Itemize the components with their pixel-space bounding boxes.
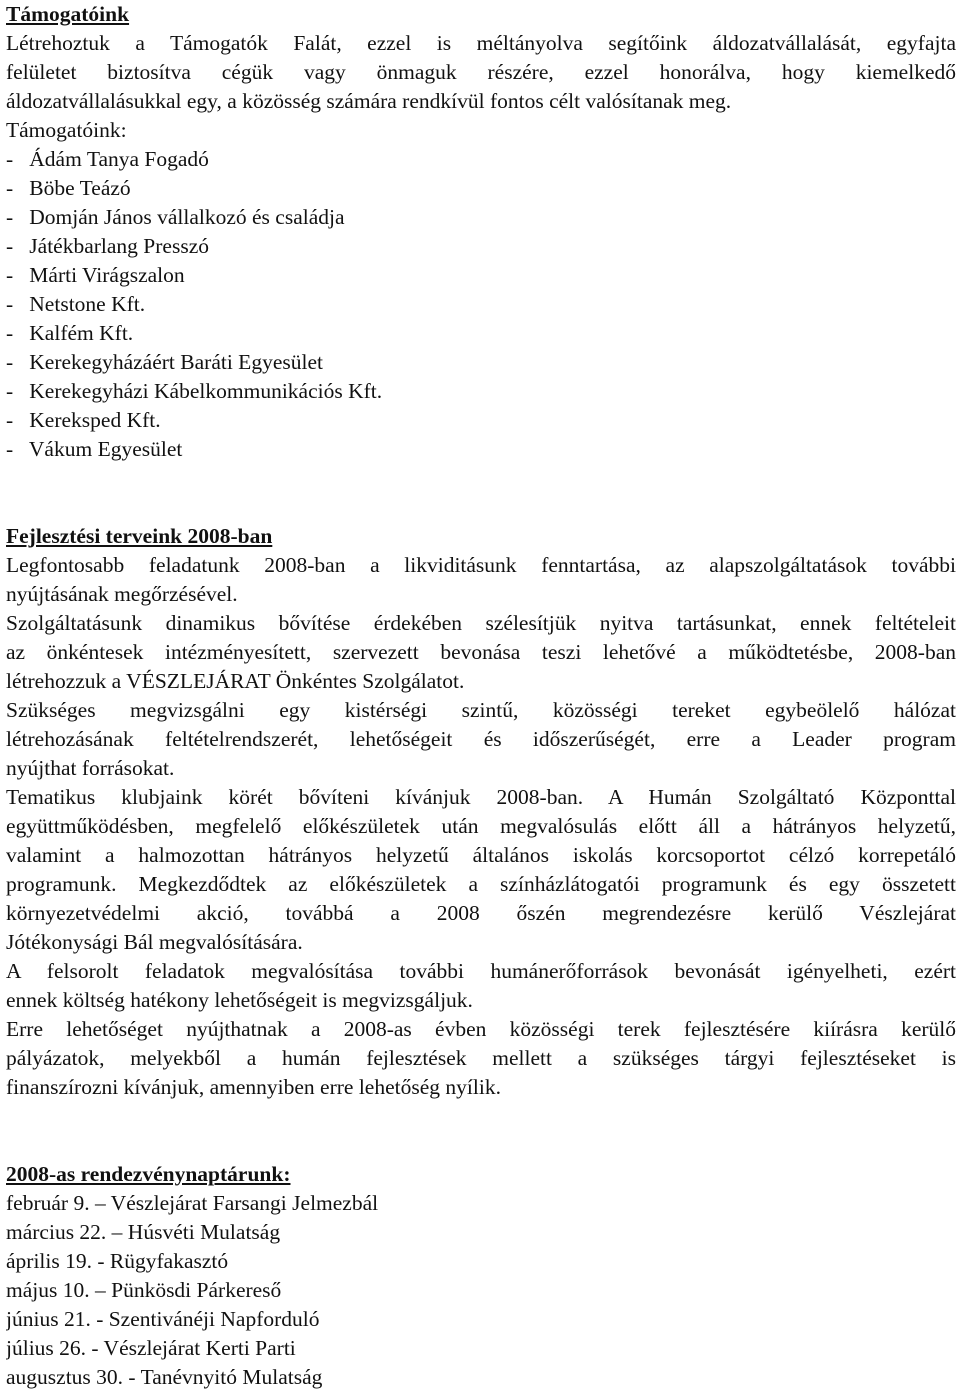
plans-paragraph-line: finanszírozni kívánjuk, amennyiben erre lehetőség nyílik. [6,1075,501,1099]
plans-paragraph-line: A felsorolt feladatok megvalósítása további humánerőforrások bevonását igényelheti, ezért [6,959,956,983]
plans-paragraph-line: nyújtásának megőrzésével. [6,582,238,606]
plans-paragraph-line: Szükséges megvizsgálni egy kistérségi szintű, közösségi tereket egybeölelő hálózat [6,698,956,722]
calendar-event: február 9. – Vészlejárat Farsangi Jelmezbál [6,1191,379,1215]
sponsors-intro-line: áldozatvállalásukkal egy, a közösség számára rendkívül fontos célt valósítanak meg. [6,89,732,113]
calendar-event: március 22. – Húsvéti Mulatság [6,1220,281,1244]
plans-paragraph-line: Szolgáltatásunk dinamikus bővítése érdekében szélesítjük nyitva tartásunkat, ennek feltételeit [6,611,956,635]
plans-paragraph-line: Jótékonysági Bál megvalósítására. [6,930,303,954]
plans-paragraph-line: valamint a halmozottan hátrányos helyzetű általános iskolás korcsoportot célzó korrepetáló [6,843,956,867]
sponsor-list-item: - Böbe Teázó [6,176,131,200]
plans-paragraph-line: Legfontosabb feladatunk 2008-ban a likviditásunk fenntartása, az alapszolgáltatások további [6,553,956,577]
sponsor-list-item: - Márti Virágszalon [6,263,185,287]
calendar-event: április 19. - Rügyfakasztó [6,1249,229,1273]
sponsor-list-item: - Ádám Tanya Fogadó [6,147,209,171]
plans-paragraph-line: ennek költség hatékony lehetőségeit is megvizsgáljuk. [6,988,473,1012]
section-spacer [6,1102,956,1160]
calendar-event: június 21. - Szentivánéji Napforduló [6,1307,320,1331]
calendar-heading: 2008-as rendezvénynaptárunk: [6,1162,291,1186]
sponsors-intro-line: Létrehoztuk a Támogatók Falát, ezzel is méltányolva segítőink áldozatvállalását, egyfajta [6,31,956,55]
sponsors-heading: Támogatóink [6,2,130,26]
document-page [6,0,956,1392]
plans-heading: Fejlesztési terveink 2008-ban [6,524,273,548]
sponsor-list-item: - Kereksped Kft. [6,408,161,432]
plans-paragraph-line: együttműködésben, megfelelő előkészületek után megvalósulás előtt áll a hátrányos helyzetű, [6,814,956,838]
sponsor-list-item: - Vákum Egyesület [6,437,183,461]
sponsors-intro-line: felületet biztosítva cégük vagy önmaguk részére, ezzel honorálva, hogy kiemelkedő [6,60,956,84]
section-spacer [6,464,956,522]
sponsor-list-item: - Kerekegyházi Kábelkommunikációs Kft. [6,379,383,403]
plans-paragraph-line: pályázatok, melyekből a humán fejlesztések mellett a szükséges tárgyi fejlesztéseket is [6,1046,956,1070]
plans-paragraph-line: környezetvédelmi akció, továbbá a 2008 őszén megrendezésre kerülő Vészlejárat [6,901,956,925]
calendar-event: július 26. - Vészlejárat Kerti Parti [6,1336,296,1360]
plans-paragraph-line: az önkéntesek intézményesített, szervezett bevonása teszi lehetővé a működtetésbe, 2008-ban [6,640,956,664]
plans-paragraph-line: nyújthat forrásokat. [6,756,175,780]
plans-paragraph-line: Erre lehetőséget nyújthatnak a 2008-as évben közösségi terek fejlesztésére kiírásra kerülő [6,1017,956,1041]
plans-paragraph-line: Tematikus klubjaink körét bővíteni kívánjuk 2008-ban. A Humán Szolgáltató Központtal [6,785,956,809]
calendar-event: augusztus 30. - Tanévnyitó Mulatság [6,1365,323,1389]
plans-paragraph-line: programunk. Megkezdődtek az előkészületek a színházlátogatói programunk és egy összetett [6,872,956,896]
sponsor-list-item: - Kerekegyházáért Baráti Egyesület [6,350,323,374]
sponsor-list-item: - Játékbarlang Presszó [6,234,209,258]
sponsor-list-item: - Kalfém Kft. [6,321,134,345]
sponsors-list-label: Támogatóink: [6,118,127,142]
sponsor-list-item: - Domján János vállalkozó és családja [6,205,345,229]
plans-paragraph-line: létrehozzuk a VÉSZLEJÁRAT Önkéntes Szolgálatot. [6,669,465,693]
plans-paragraph-line: létrehozásának feltételrendszerét, lehetőségeit és időszerűségét, erre a Leader program [6,727,956,751]
calendar-event: május 10. – Pünkösdi Párkereső [6,1278,282,1302]
sponsor-list-item: - Netstone Kft. [6,292,146,316]
